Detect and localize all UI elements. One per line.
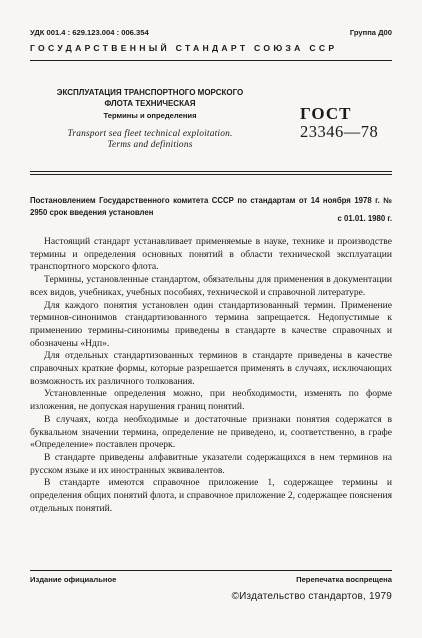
paragraph-4: Для отдельных стандартизованных терминов в стандарте приведены в качестве справочных краткие формы, которые разрешается применять в случаях, исключающих возможность их различного толкования. [30, 350, 392, 387]
title-divider-1 [30, 171, 392, 172]
udk-code: УДК 001.4 : 629.123.004 : 006.354 [30, 28, 149, 37]
gost-label: ГОСТ [300, 104, 352, 123]
title-en [30, 129, 270, 151]
top-divider [30, 60, 392, 61]
subtitle-ru: Термины и определения [103, 111, 197, 120]
paragraph-7: В стандарте приведены алфавитные указатели содержащихся в нем терминов на русском языке и их иностранных эквивалентов. [30, 451, 392, 476]
title-en-line2: Terms and definitions [107, 140, 193, 150]
paragraph-6: В случаях, когда необходимые и достаточные признаки понятия содержатся в буквальном значении термина, определение не приведено, и, соответственно, в графе «Определение» поставлен прочерк. [30, 413, 392, 451]
decree-text: Постановлением Государственного комитета СССР по стандартам от 14 ноября 1978 г. № 2950 срок введения установлен [30, 196, 392, 217]
paragraph-1: Настоящий стандарт устанавливает применяемые в науке, технике и производстве термины и определения основных понятий в области технической эксплуатации транспортного морского флота. [30, 236, 392, 273]
paragraph-3: Для каждого понятия установлен один стандартизованный термин. Применение терминов-синонимов стандартизованного термина запрещается. Недопустимые к применению термины-синонимы приведены в стандарте в качестве справочных и обозначены «Ндп». [30, 299, 392, 349]
body-text [30, 236, 392, 515]
decree-date: с 01.01. 1980 г. [337, 214, 392, 223]
gost-number: 23346—78 [300, 122, 379, 141]
title-ru [30, 87, 270, 109]
title-en-line1: Transport sea fleet technical exploitation. [67, 129, 233, 139]
paragraph-5: Установленные определения можно, при необходимости, изменять по форме изложения, не допуская нарушения границ понятий. [30, 388, 392, 413]
edition-label: Издание официальное [30, 575, 117, 584]
footer-divider [30, 570, 392, 571]
title-divider-2 [30, 174, 392, 175]
paragraph-8: В стандарте имеются справочное приложение 1, содержащее термины и определения общих понятий флота, и справочное приложение 2, содержащее пояснения отдельных понятий. [30, 477, 392, 514]
title-ru-line2: ФЛОТА ТЕХНИЧЕСКАЯ [104, 99, 196, 108]
title-ru-line1: ЭКСПЛУАТАЦИЯ ТРАНСПОРТНОГО МОРСКОГО [56, 88, 244, 97]
standard-name: ГОСУДАРСТВЕННЫЙ СТАНДАРТ СОЮЗА ССР [30, 43, 338, 53]
paragraph-2: Термины, установленные стандартом, обязательны для применения в документации всех видов, учебниках, учебных пособиях, технической и справочной литературе. [30, 274, 392, 298]
copyright: ©Издательство стандартов, 1979 [231, 591, 392, 602]
reprint-notice: Перепечатка воспрещена [296, 575, 392, 584]
group-code: Группа Д00 [349, 28, 392, 37]
